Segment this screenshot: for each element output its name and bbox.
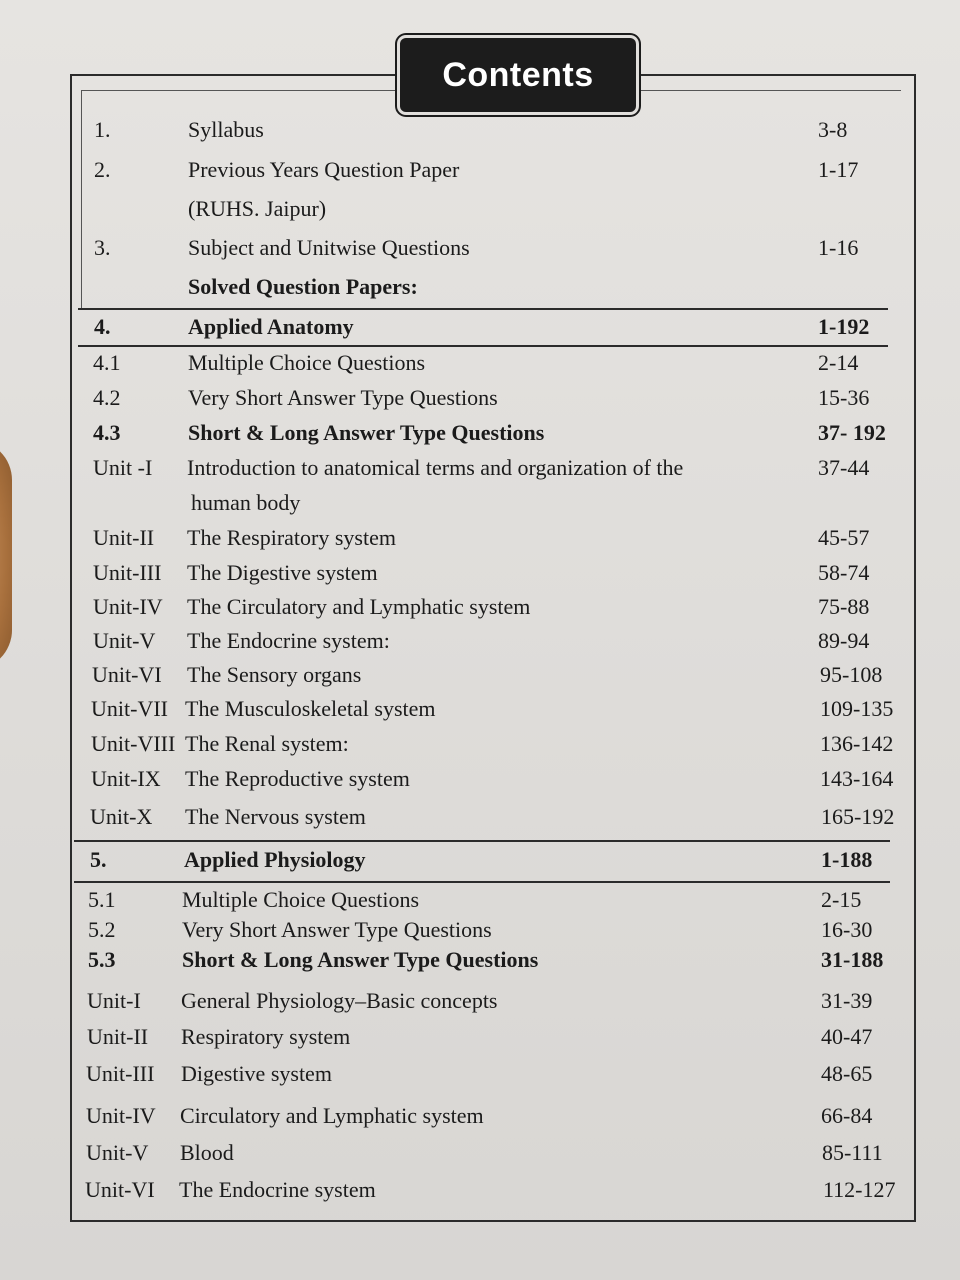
toc-title: The Renal system:: [185, 731, 349, 756]
toc-pages: 37-44: [818, 455, 870, 480]
toc-section-physiology: [90, 843, 880, 877]
toc-pages: 85-111: [822, 1140, 883, 1165]
toc-pages: 112-127: [823, 1177, 896, 1202]
toc-pages: 1-188: [821, 847, 873, 872]
toc-pages: 165-192: [821, 804, 895, 829]
toc-number: 2.: [94, 157, 111, 182]
toc-title: Short & Long Answer Type Questions: [188, 420, 545, 445]
contents-heading-box: [400, 38, 636, 112]
toc-number: Unit-X: [90, 804, 153, 829]
toc-row-ruhs: [94, 192, 884, 226]
toc-section-anatomy: [94, 310, 884, 344]
toc-row: [93, 451, 883, 485]
toc-number: 5.3: [88, 947, 116, 972]
toc-title: The Digestive system: [187, 560, 378, 585]
toc-number: Unit-V: [86, 1140, 149, 1165]
toc-title: Introduction to anatomical terms and organization of the: [187, 455, 684, 480]
toc-pages: 40-47: [821, 1024, 873, 1049]
toc-number: 5.: [90, 847, 107, 872]
divider: [74, 840, 890, 842]
toc-row: [93, 590, 883, 624]
toc-title: Applied Physiology: [184, 847, 366, 872]
toc-number: Unit-V: [93, 628, 156, 653]
toc-title: human body: [191, 490, 301, 515]
toc-title: Circulatory and Lymphatic system: [180, 1103, 484, 1128]
toc-number: Unit-IV: [93, 594, 163, 619]
toc-row-solved-papers: [94, 270, 884, 304]
toc-row: [88, 913, 878, 947]
toc-number: 1.: [94, 117, 111, 142]
toc-title: Applied Anatomy: [188, 314, 354, 339]
toc-number: 4.3: [93, 420, 121, 445]
toc-pages: 15-36: [818, 385, 870, 410]
toc-row: [93, 486, 883, 520]
toc-title: The Endocrine system: [179, 1177, 376, 1202]
toc-title: Syllabus: [188, 117, 264, 142]
toc-row: [93, 381, 883, 415]
toc-title: The Endocrine system:: [187, 628, 390, 653]
toc-row: [85, 1173, 896, 1207]
toc-number: 4.: [94, 314, 111, 339]
toc-title: The Reproductive system: [185, 766, 410, 791]
toc-row-previous-papers: [94, 153, 884, 187]
toc-number: Unit -I: [93, 455, 153, 480]
toc-number: Unit-IX: [91, 766, 161, 791]
toc-row-subject-unitwise: [94, 231, 884, 265]
toc-number: Unit-III: [86, 1061, 155, 1086]
toc-pages: 66-84: [821, 1103, 873, 1128]
toc-pages: 89-94: [818, 628, 870, 653]
toc-number: Unit-IV: [86, 1103, 156, 1128]
toc-row: [93, 521, 883, 555]
toc-title: Very Short Answer Type Questions: [188, 385, 498, 410]
toc-pages: 1-17: [818, 157, 859, 182]
toc-pages: 2-14: [818, 350, 859, 375]
toc-row: [86, 1136, 883, 1170]
toc-row-syllabus: [94, 113, 884, 147]
toc-number: Unit-VIII: [91, 731, 176, 756]
toc-row: [93, 556, 883, 590]
toc-pages: 1-16: [818, 235, 859, 260]
toc-number: 5.2: [88, 917, 116, 942]
toc-number: Unit-II: [93, 525, 155, 550]
toc-pages: 16-30: [821, 917, 873, 942]
toc-title: Respiratory system: [181, 1024, 351, 1049]
toc-row: [86, 1099, 876, 1133]
finger-edge: [0, 440, 12, 670]
toc-title: The Nervous system: [185, 804, 366, 829]
toc-pages: 95-108: [820, 662, 883, 687]
contents-heading: Contents: [442, 55, 594, 94]
toc-row: [90, 800, 895, 834]
toc-pages: 143-164: [820, 766, 894, 791]
toc-row: [92, 658, 882, 692]
toc-title: The Circulatory and Lymphatic system: [187, 594, 531, 619]
toc-title: Multiple Choice Questions: [188, 350, 426, 375]
toc-number: Unit-I: [87, 988, 141, 1013]
toc-title: The Musculoskeletal system: [185, 696, 436, 721]
toc-title: Very Short Answer Type Questions: [182, 917, 492, 942]
toc-pages: 31-39: [821, 988, 873, 1013]
toc-number: Unit-III: [93, 560, 162, 585]
toc-row: [91, 762, 894, 796]
toc-row: [91, 727, 894, 761]
toc-title: The Respiratory system: [187, 525, 396, 550]
toc-pages: 31-188: [821, 947, 884, 972]
toc-number: 5.1: [88, 887, 116, 912]
toc-pages: 3-8: [818, 117, 848, 142]
toc-pages: 45-57: [818, 525, 870, 550]
toc-number: 4.2: [93, 385, 121, 410]
toc-title: Subject and Unitwise Questions: [188, 235, 470, 260]
toc-pages: 1-192: [818, 314, 870, 339]
toc-row: [87, 984, 877, 1018]
toc-number: 3.: [94, 235, 111, 260]
toc-title: The Sensory organs: [187, 662, 362, 687]
toc-pages: 48-65: [821, 1061, 873, 1086]
toc-row: [87, 1020, 877, 1054]
toc-number: 4.1: [93, 350, 121, 375]
toc-row: [88, 943, 884, 977]
toc-title: General Physiology–Basic concepts: [181, 988, 498, 1013]
toc-title: Digestive system: [181, 1061, 332, 1086]
toc-pages: 58-74: [818, 560, 870, 585]
toc-pages: 75-88: [818, 594, 870, 619]
toc-pages: 109-135: [820, 696, 894, 721]
toc-pages: 2-15: [821, 887, 862, 912]
toc-number: Unit-VI: [92, 662, 162, 687]
toc-title: Multiple Choice Questions: [182, 887, 420, 912]
toc-row: [88, 883, 878, 917]
toc-pages: 136-142: [820, 731, 894, 756]
toc-row: [93, 346, 883, 380]
toc-row: [91, 692, 894, 726]
toc-number: Unit-VII: [91, 696, 168, 721]
toc-number: Unit-II: [87, 1024, 149, 1049]
toc-number: Unit-VI: [85, 1177, 155, 1202]
toc-row: [93, 624, 883, 658]
toc-row: [93, 416, 886, 450]
toc-pages: 37- 192: [818, 420, 886, 445]
toc-title: Short & Long Answer Type Questions: [182, 947, 539, 972]
toc-row: [86, 1057, 876, 1091]
toc-title: Solved Question Papers:: [188, 274, 418, 299]
toc-title: Blood: [180, 1140, 234, 1165]
toc-title: Previous Years Question Paper: [188, 157, 460, 182]
toc-title: (RUHS. Jaipur): [188, 196, 327, 221]
